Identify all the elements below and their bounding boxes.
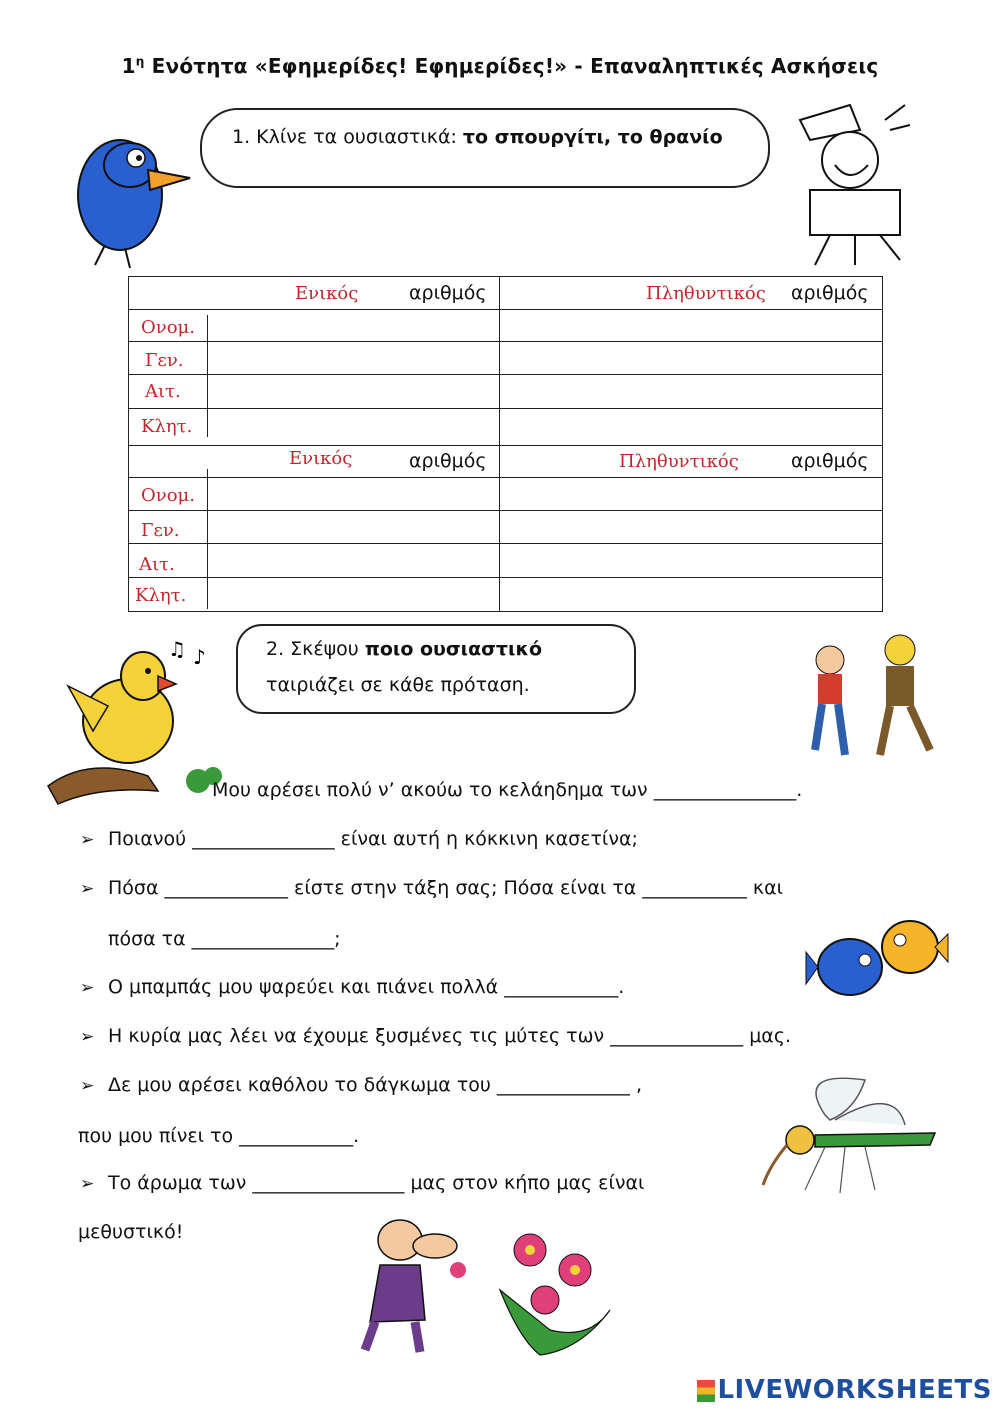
- yellow-bird-illustration: [48, 636, 228, 806]
- arrow-bullet-icon: ➢: [80, 879, 95, 899]
- case-vocative-1: Κλητ.: [141, 416, 193, 437]
- arrow-bullet-icon: ➢: [80, 978, 95, 998]
- sentence-4: ➢ Ο μπαμπάς μου ψαρεύει και πιάνει πολλά ____________.: [80, 976, 625, 998]
- sentence-1: Μου αρέσει πολύ ν’ ακούω το κελάηδημα των _______________.: [212, 779, 803, 801]
- header-plural-2: Πληθυντικός: [619, 451, 739, 472]
- svg-text:♪: ♪: [193, 645, 206, 669]
- sentence-3: ➢ Πόσα _____________ είστε στην τάξη σας; Πόσα είναι τα ___________ και: [80, 877, 784, 899]
- man-flowers-illustration: [340, 1210, 640, 1360]
- sentence-6: ➢ Δε μου αρέσει καθόλου το δάγκωμα του ______________ ,: [80, 1074, 642, 1096]
- header-singular-2: Ενικός: [289, 448, 353, 469]
- arrow-bullet-icon: ➢: [80, 830, 95, 850]
- case-genitive-1: Γεν.: [145, 350, 184, 371]
- mosquito-illustration: [755, 1065, 945, 1195]
- sentence-3-continued: πόσα τα _______________;: [108, 928, 341, 950]
- logo-icon: [697, 1380, 715, 1402]
- declension-table: [128, 276, 883, 612]
- exercise-2-instruction: 2. Σκέψου ποιο ουσιαστικό: [266, 638, 543, 660]
- sentence-2: ➢ Ποιανού _______________ είναι αυτή η κόκκινη κασετίνα;: [80, 828, 638, 850]
- header-number-3: αριθμός: [409, 450, 487, 472]
- page-title: $1^\eta$ Ενότητα «Εφημερίδες! Εφημερίδες!» - Επαναληπτικές Ασκήσεις: [121, 54, 879, 78]
- liveworksheets-logo: LIVEWORKSHEETS: [697, 1375, 992, 1405]
- sentence-6-continued: που μου πίνει το ____________.: [78, 1125, 360, 1147]
- header-number-1: αριθμός: [409, 282, 487, 304]
- arrow-bullet-icon: ➢: [80, 1076, 95, 1096]
- exercise-2-instruction-line2: ταιριάζει σε κάθε πρόταση.: [266, 674, 530, 696]
- blue-bird-illustration: [50, 110, 200, 270]
- sentence-5: ➢ Η κυρία μας λέει να έχουμε ξυσμένες τις μύτες των ______________ μας.: [80, 1025, 792, 1047]
- dancing-kids-illustration: [800, 630, 950, 775]
- header-plural-1: Πληθυντικός: [646, 283, 766, 304]
- svg-text:♫: ♫: [168, 637, 186, 661]
- header-number-4: αριθμός: [791, 450, 869, 472]
- case-accusative-2: Αιτ.: [139, 554, 175, 575]
- case-accusative-1: Αιτ.: [145, 381, 181, 402]
- kid-desk-illustration: [790, 100, 920, 270]
- case-nominative-1: Ονομ.: [141, 317, 195, 338]
- arrow-bullet-icon: ➢: [80, 1174, 95, 1194]
- fish-illustration: [810, 912, 945, 1012]
- case-genitive-2: Γεν.: [141, 520, 180, 541]
- case-vocative-2: Κλητ.: [135, 585, 187, 606]
- sentence-7-continued: μεθυστικό!: [78, 1221, 184, 1243]
- arrow-bullet-icon: ➢: [80, 1027, 95, 1047]
- header-number-2: αριθμός: [791, 282, 869, 304]
- sentence-7: ➢ Το άρωμα των ________________ μας στον κήπο μας είναι: [80, 1172, 645, 1194]
- exercise-1-instruction: 1. Κλίνε τα ουσιαστικά: το σπουργίτι, το θρανίο: [232, 126, 723, 148]
- header-singular-1: Ενικός: [295, 283, 359, 304]
- case-nominative-2: Ονομ.: [141, 485, 195, 506]
